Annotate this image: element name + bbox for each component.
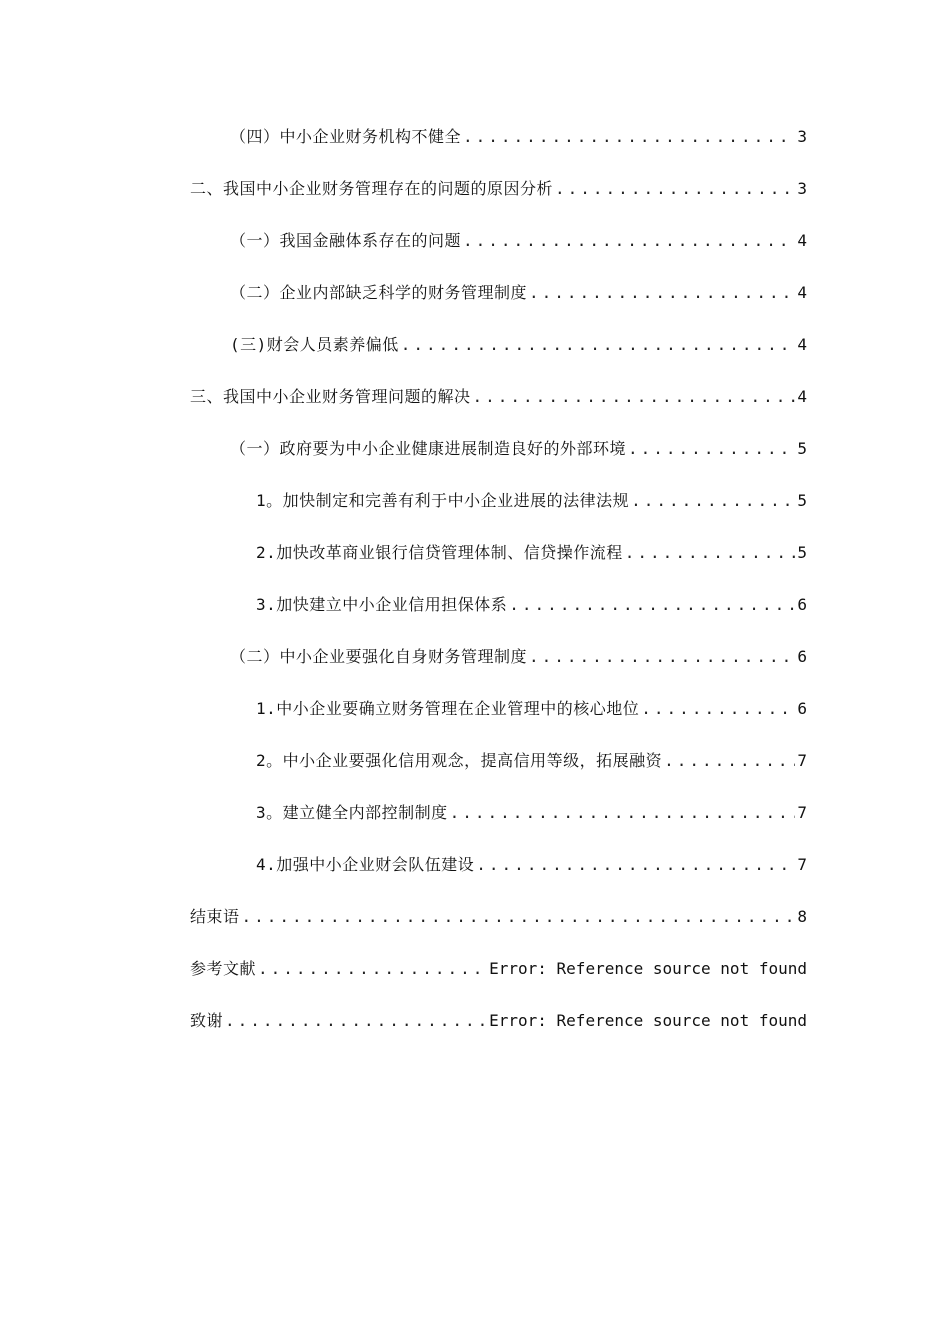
toc-entry-page: 4 bbox=[797, 231, 807, 250]
toc-entry-title: （二）企业内部缺乏科学的财务管理制度 bbox=[230, 283, 528, 302]
toc-entry-title: （一）我国金融体系存在的问题 bbox=[230, 231, 462, 250]
toc-entry[interactable] bbox=[190, 332, 807, 384]
toc-entry[interactable] bbox=[190, 488, 807, 540]
toc-entry-page: 6 bbox=[797, 699, 807, 718]
toc-dot-leader bbox=[509, 595, 795, 614]
toc-entry-page: 7 bbox=[797, 803, 807, 822]
toc-entry[interactable] bbox=[190, 592, 807, 644]
toc-dot-leader bbox=[555, 179, 795, 198]
toc-entry[interactable] bbox=[190, 696, 807, 748]
toc-entry-page: 6 bbox=[797, 647, 807, 666]
toc-entry-title: 1.中小企业要确立财务管理在企业管理中的核心地位 bbox=[256, 699, 640, 718]
toc-entry-title: 参考文献 bbox=[190, 959, 257, 978]
toc-entry-page: 3 bbox=[797, 127, 807, 146]
toc-entry-title: 2.加快改革商业银行信贷管理体制、信贷操作流程 bbox=[256, 543, 623, 562]
toc-dot-leader bbox=[450, 803, 796, 822]
toc-entry[interactable] bbox=[190, 1008, 807, 1060]
toc-dot-leader bbox=[463, 127, 795, 146]
toc-dot-leader bbox=[631, 491, 795, 510]
toc-entry-title: 结束语 bbox=[190, 907, 240, 926]
toc-entry-title: （二）中小企业要强化自身财务管理制度 bbox=[230, 647, 528, 666]
toc-dot-leader bbox=[258, 959, 487, 978]
toc-entry[interactable] bbox=[190, 176, 807, 228]
toc-entry-title: 3。建立健全内部控制制度 bbox=[256, 803, 448, 822]
toc-dot-leader bbox=[625, 543, 796, 562]
toc-dot-leader bbox=[664, 751, 795, 770]
toc-entry-page: Error: Reference source not found bbox=[489, 959, 807, 978]
toc-dot-leader bbox=[529, 283, 795, 302]
toc-entry[interactable] bbox=[190, 904, 807, 956]
toc-entry-title: 三、我国中小企业财务管理问题的解决 bbox=[190, 387, 471, 406]
toc-entry-page: 6 bbox=[797, 595, 807, 614]
toc-entry[interactable] bbox=[190, 852, 807, 904]
toc-entry[interactable] bbox=[190, 956, 807, 1008]
toc-entry-page: 4 bbox=[797, 335, 807, 354]
toc-entry-page: 3 bbox=[797, 179, 807, 198]
toc-entry[interactable] bbox=[190, 644, 807, 696]
toc-entry-title: 4.加强中小企业财会队伍建设 bbox=[256, 855, 475, 874]
toc-entry-page: Error: Reference source not found bbox=[489, 1011, 807, 1030]
toc-entry-page: 5 bbox=[797, 439, 807, 458]
toc-entry-title: 二、我国中小企业财务管理存在的问题的原因分析 bbox=[190, 179, 554, 198]
toc-entry[interactable] bbox=[190, 748, 807, 800]
toc-dot-leader bbox=[476, 855, 795, 874]
toc-entry-title: 致谢 bbox=[190, 1011, 224, 1030]
toc-dot-leader bbox=[225, 1011, 487, 1030]
toc-dot-leader bbox=[529, 647, 795, 666]
toc-entry[interactable] bbox=[190, 800, 807, 852]
toc-entry-page: 8 bbox=[797, 907, 807, 926]
table-of-contents bbox=[190, 124, 807, 1060]
toc-entry-page: 4 bbox=[797, 283, 807, 302]
toc-entry-title: （一）政府要为中小企业健康进展制造良好的外部环境 bbox=[230, 439, 627, 458]
toc-entry-page: 7 bbox=[797, 751, 807, 770]
toc-entry[interactable] bbox=[190, 124, 807, 176]
toc-entry-title: (三)财会人员素养偏低 bbox=[230, 335, 399, 354]
toc-dot-leader bbox=[641, 699, 795, 718]
toc-dot-leader bbox=[242, 907, 796, 926]
toc-entry[interactable] bbox=[190, 540, 807, 592]
toc-entry-title: 1。加快制定和完善有利于中小企业进展的法律法规 bbox=[256, 491, 630, 510]
toc-entry-page: 5 bbox=[797, 491, 807, 510]
toc-dot-leader bbox=[401, 335, 796, 354]
toc-entry[interactable] bbox=[190, 384, 807, 436]
toc-dot-leader bbox=[473, 387, 796, 406]
toc-dot-leader bbox=[628, 439, 795, 458]
toc-entry-title: 2。中小企业要强化信用观念，提高信用等级，拓展融资 bbox=[256, 751, 663, 770]
toc-entry-page: 4 bbox=[797, 387, 807, 406]
toc-entry-page: 5 bbox=[797, 543, 807, 562]
toc-entry[interactable] bbox=[190, 436, 807, 488]
toc-entry[interactable] bbox=[190, 280, 807, 332]
toc-entry-title: （四）中小企业财务机构不健全 bbox=[230, 127, 462, 146]
toc-entry-page: 7 bbox=[797, 855, 807, 874]
toc-dot-leader bbox=[463, 231, 795, 250]
toc-entry[interactable] bbox=[190, 228, 807, 280]
toc-entry-title: 3.加快建立中小企业信用担保体系 bbox=[256, 595, 508, 614]
